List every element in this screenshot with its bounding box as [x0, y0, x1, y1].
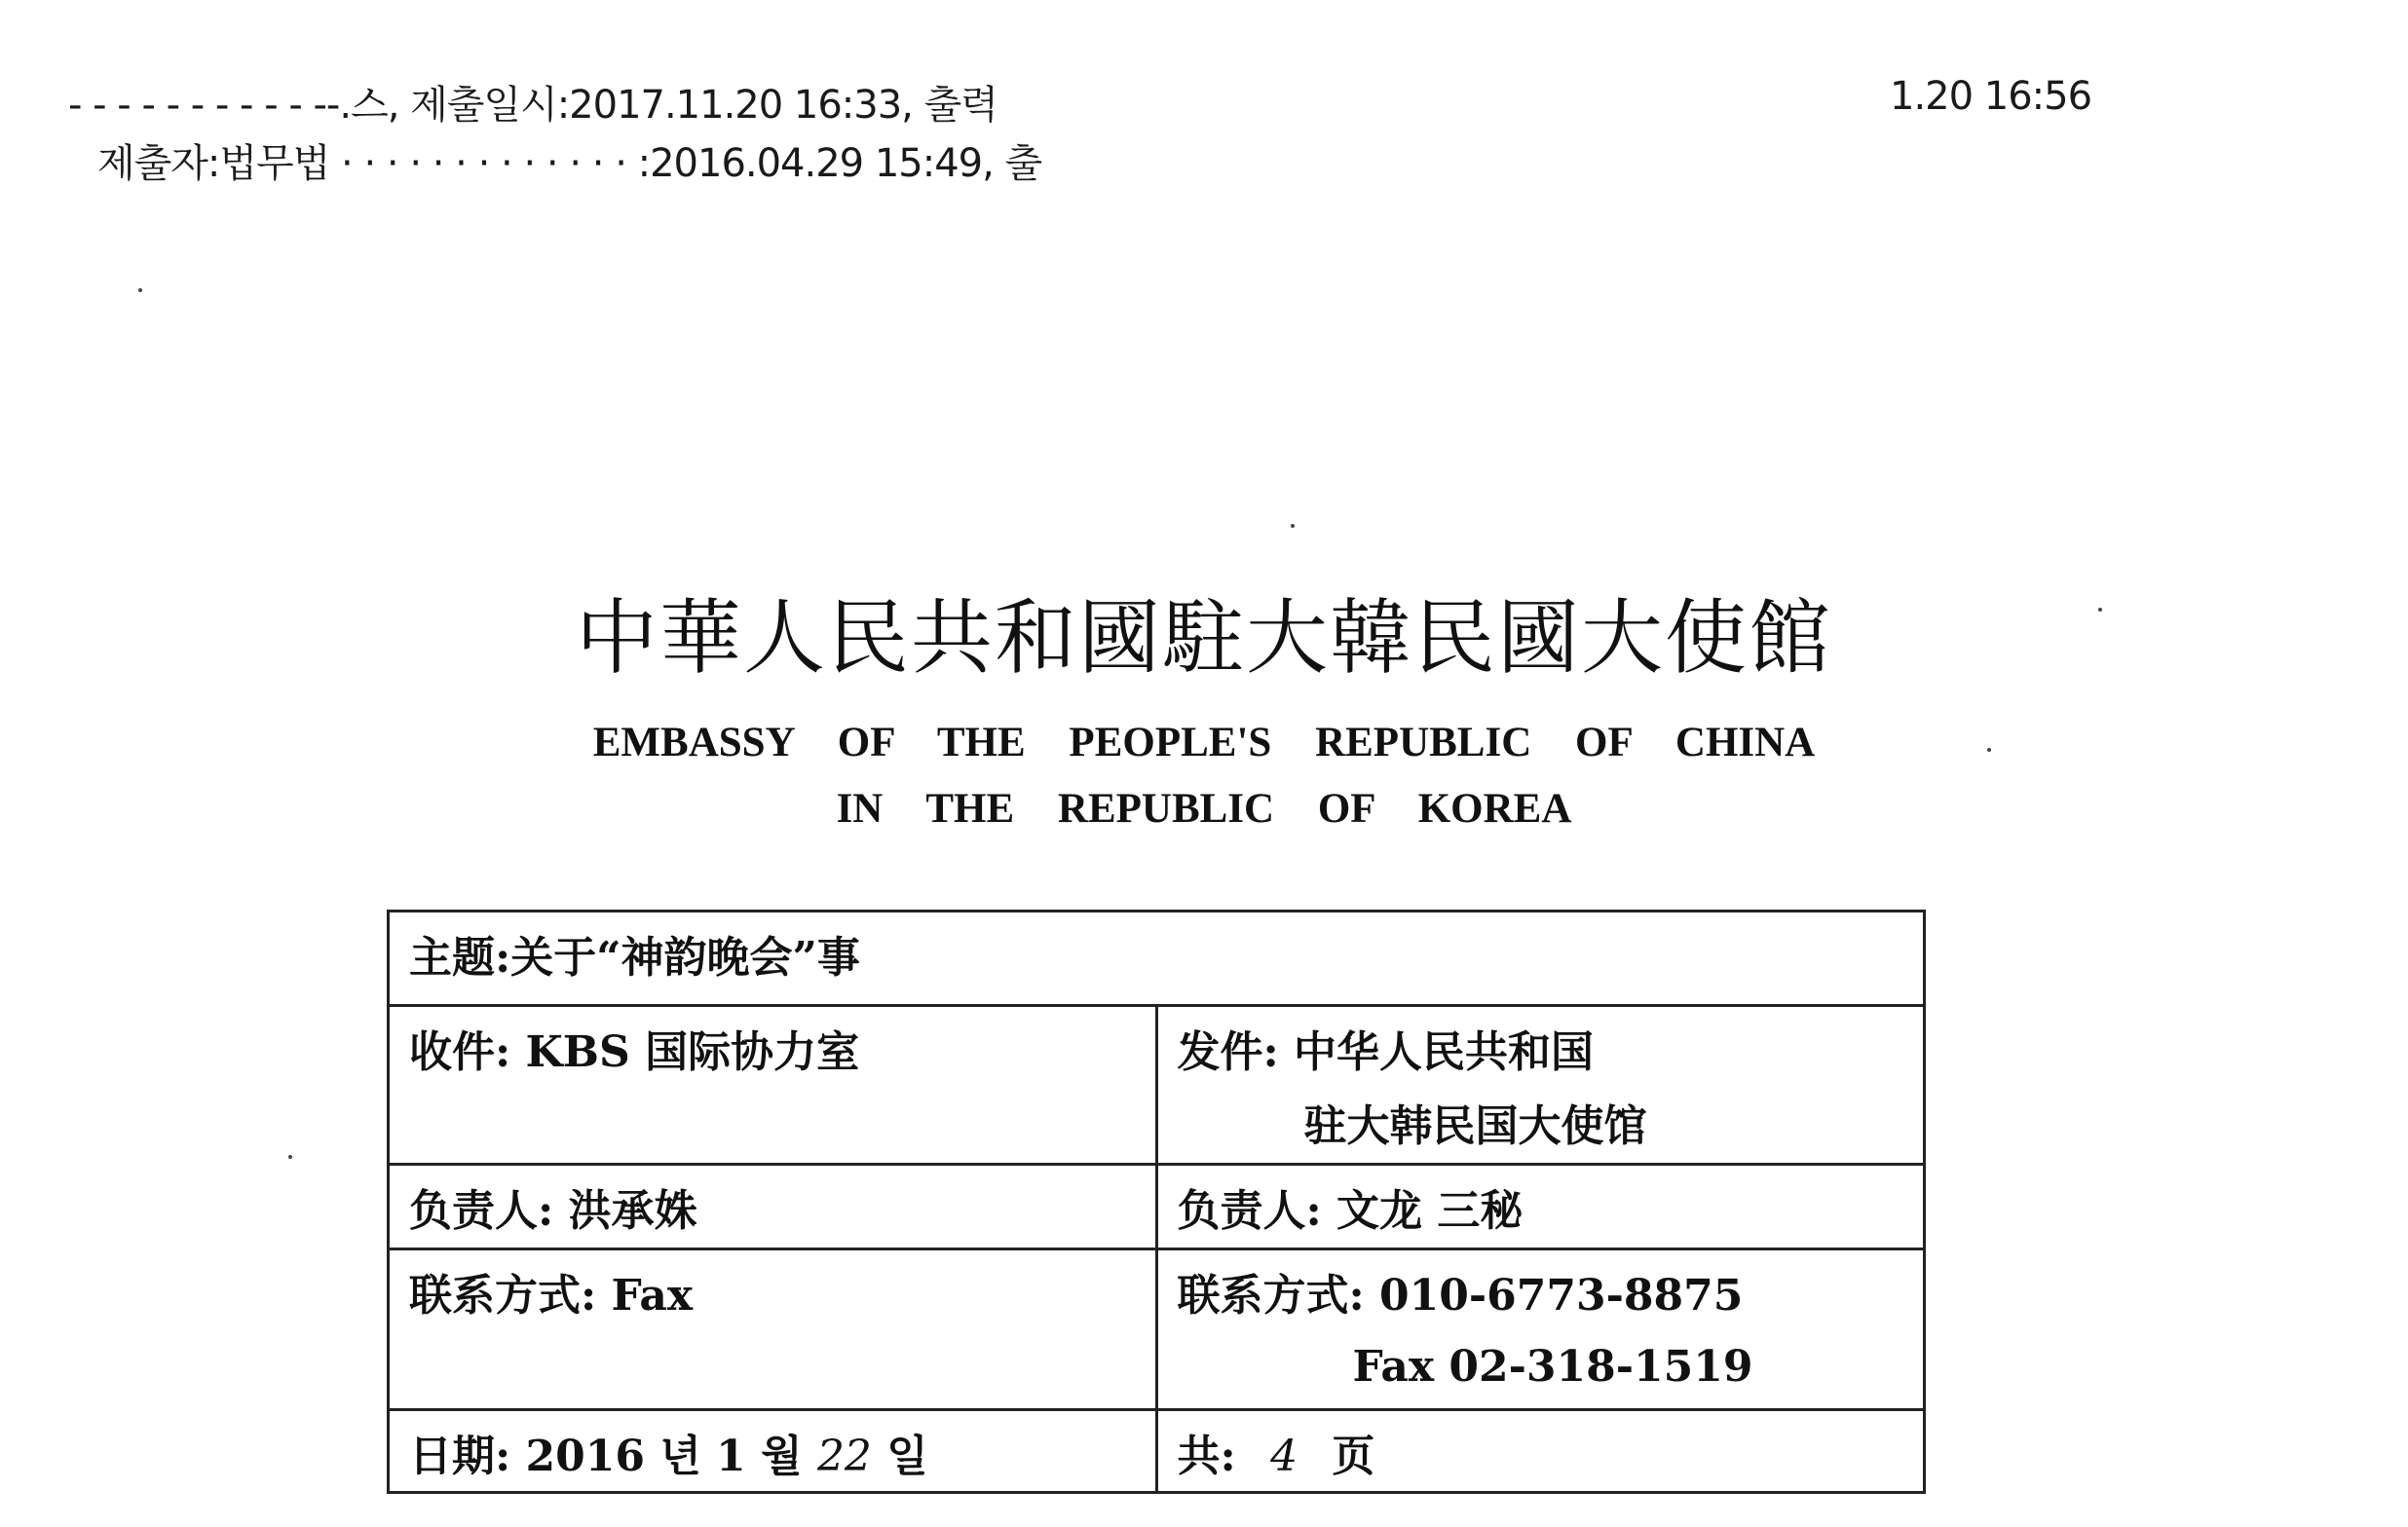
- sender-cell: [1156, 1006, 1925, 1165]
- sender-text-line-1: 发件: 中华人民共和国: [1177, 1027, 1595, 1077]
- sender-contact-method-cell: [1156, 1249, 1925, 1410]
- fax-header-timestamp: 1.20 16:56: [1890, 74, 2092, 119]
- subject-cell: [389, 912, 1925, 1006]
- recipient-contact-method-cell: [389, 1249, 1157, 1410]
- sender-contact-method-line-2: Fax 02-318-1519: [1352, 1342, 1753, 1392]
- fax-header-line-2: 제출자:법무법 · · · · · · · · · · · · · :2016.04.29 15:49, 출: [97, 141, 1042, 186]
- sender-contact-method-line-1: 联系方式: 010-6773-8875: [1177, 1271, 1744, 1321]
- embassy-title-english-line-2: IN THE REPUBLIC OF KOREA: [836, 786, 1572, 832]
- sender-contact-person-cell: [1156, 1165, 1925, 1249]
- recipient-contact-person-cell: [389, 1165, 1157, 1249]
- page-count-suffix: 页: [1332, 1432, 1375, 1481]
- sender-text-line-2: 驻大韩民国大使馆: [1303, 1101, 1647, 1151]
- subject-row: [389, 912, 1925, 1006]
- date-day-handwritten: 22: [816, 1432, 872, 1481]
- page-count-handwritten: 4: [1270, 1432, 1298, 1481]
- subject-text: 主题:关于“神韵晚会”事: [409, 933, 860, 983]
- page-count-cell: [1156, 1410, 1925, 1493]
- scan-speck: [288, 1155, 292, 1159]
- date-day-suffix: 일: [886, 1432, 928, 1481]
- contact-person-row: [389, 1165, 1925, 1249]
- recipient-cell: [389, 1006, 1157, 1165]
- date-label: 日期: 2016 년 1 월: [409, 1432, 803, 1481]
- contact-method-row: [389, 1249, 1925, 1410]
- memo-form-table: [387, 910, 1926, 1494]
- embassy-title-english-line-1: EMBASSY OF THE PEOPLE'S REPUBLIC OF CHINA: [592, 720, 1816, 765]
- date-cell: [389, 1410, 1157, 1493]
- recipient-text: 收件: KBS 国际协力室: [409, 1027, 860, 1077]
- recipient-contact-method: 联系方式: Fax: [409, 1271, 694, 1321]
- embassy-title-chinese: 中華人民共和國駐大韓民國大使館: [575, 590, 1832, 686]
- parties-row: [389, 1006, 1925, 1165]
- sender-contact-person: 负责人: 文龙 三秘: [1177, 1186, 1524, 1236]
- page-count-label: 共:: [1177, 1432, 1236, 1481]
- recipient-contact-person: 负责人: 洪承姝: [409, 1186, 697, 1236]
- fax-header-line-1: - - - - - - - - - - --.스, 제출일시:2017.11.20 16:33, 출력: [68, 83, 997, 128]
- scan-speck: [138, 288, 142, 292]
- scan-speck: [1291, 524, 1295, 528]
- date-pages-row: [389, 1410, 1925, 1493]
